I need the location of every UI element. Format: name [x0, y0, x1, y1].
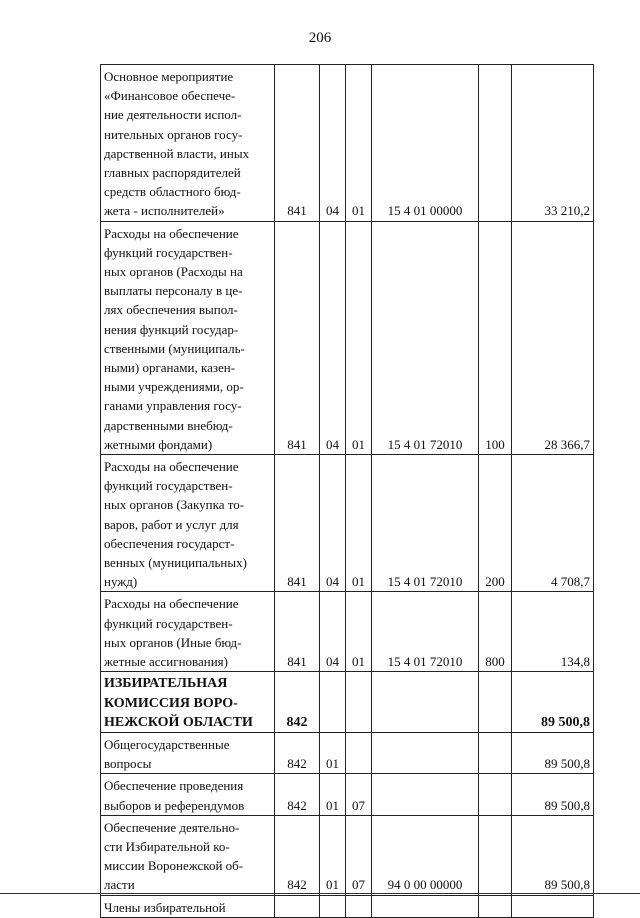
target-article-cell: 15 4 01 72010 [372, 221, 479, 454]
target-article-cell: 15 4 01 72010 [372, 592, 479, 672]
ministry-code-cell: 842 [275, 815, 320, 895]
ministry-code-cell: 841 [275, 455, 320, 592]
amount-cell: 134,8 [512, 592, 594, 672]
table-row [101, 815, 594, 895]
expense-type-cell [479, 672, 512, 733]
section-code-cell [320, 672, 346, 733]
ministry-code-cell: 842 [275, 672, 320, 733]
budget-table [100, 64, 594, 918]
expense-name-cell: Члены избирательной [101, 895, 275, 917]
target-article-cell: 15 4 01 00000 [372, 65, 479, 222]
expense-name-cell: Общегосударственные вопросы [101, 732, 275, 773]
expense-type-cell: 800 [479, 592, 512, 672]
table-row [101, 221, 594, 454]
section-code-cell: 01 [320, 774, 346, 815]
target-article-cell [372, 895, 479, 917]
table-row [101, 592, 594, 672]
table-row [101, 774, 594, 815]
table-row [101, 732, 594, 773]
ministry-code-cell: 841 [275, 592, 320, 672]
subsection-code-cell: 01 [346, 592, 372, 672]
section-code-cell: 01 [320, 815, 346, 895]
expense-type-cell: 200 [479, 455, 512, 592]
amount-cell: 89 500,8 [512, 774, 594, 815]
table-row [101, 65, 594, 222]
subsection-code-cell: 01 [346, 65, 372, 222]
ministry-code-cell: 842 [275, 732, 320, 773]
amount-cell: 28 366,7 [512, 221, 594, 454]
subsection-code-cell [346, 672, 372, 733]
expense-name-cell: Расходы на обеспечение функций государствен- ных органов (Расходы на выплаты персоналу в це- лях обеспечения выпол- нения функций государ- ственными (муниципаль- ными) органами, казен- ными учреждениями, ор- ганами управления госу- дарственными внебюд- жетными фондами) [101, 221, 275, 454]
section-code-cell: 04 [320, 65, 346, 222]
ministry-code-cell: 842 [275, 774, 320, 815]
table-row [101, 672, 594, 733]
expense-type-cell [479, 895, 512, 917]
expense-name-cell: Расходы на обеспечение функций государствен- ных органов (Иные бюд- жетные ассигнования) [101, 592, 275, 672]
target-article-cell: 15 4 01 72010 [372, 455, 479, 592]
target-article-cell [372, 774, 479, 815]
amount-cell: 89 500,8 [512, 672, 594, 733]
amount-cell: 89 500,8 [512, 732, 594, 773]
expense-type-cell [479, 815, 512, 895]
amount-cell: 89 500,8 [512, 815, 594, 895]
subsection-code-cell: 07 [346, 815, 372, 895]
table-row [101, 455, 594, 592]
expense-name-cell: ИЗБИРАТЕЛЬНАЯ КОМИССИЯ ВОРО- НЕЖСКОЙ ОБЛАСТИ [101, 672, 275, 733]
ministry-code-cell: 841 [275, 221, 320, 454]
section-code-cell: 04 [320, 592, 346, 672]
section-code-cell: 01 [320, 732, 346, 773]
target-article-cell [372, 672, 479, 733]
expense-name-cell: Основное мероприятие «Финансовое обеспече- ние деятельности испол- нительных органов госу- дарственной власти, иных главных распорядителей средств областного бюд- жета - исполнителей» [101, 65, 275, 222]
section-code-cell: 04 [320, 221, 346, 454]
expense-type-cell [479, 732, 512, 773]
subsection-code-cell [346, 732, 372, 773]
subsection-code-cell: 01 [346, 221, 372, 454]
section-code-cell [320, 895, 346, 917]
subsection-code-cell: 01 [346, 455, 372, 592]
amount-cell [512, 895, 594, 917]
expense-name-cell: Расходы на обеспечение функций государствен- ных органов (Закупка то- варов, работ и услуг для обеспечения государст- венных (муниципальных) нужд) [101, 455, 275, 592]
amount-cell: 4 708,7 [512, 455, 594, 592]
ministry-code-cell [275, 895, 320, 917]
ministry-code-cell: 841 [275, 65, 320, 222]
section-code-cell: 04 [320, 455, 346, 592]
expense-name-cell: Обеспечение проведения выборов и референдумов [101, 774, 275, 815]
amount-cell: 33 210,2 [512, 65, 594, 222]
expense-type-cell: 100 [479, 221, 512, 454]
page-bottom-rule [0, 893, 640, 894]
page-number: 206 [308, 30, 332, 46]
target-article-cell [372, 732, 479, 773]
expense-type-cell [479, 774, 512, 815]
subsection-code-cell: 07 [346, 774, 372, 815]
table-row [101, 895, 594, 917]
target-article-cell: 94 0 00 00000 [372, 815, 479, 895]
expense-type-cell [479, 65, 512, 222]
expense-name-cell: Обеспечение деятельно- сти Избирательной ко- миссии Воронежской об- ласти [101, 815, 275, 895]
subsection-code-cell [346, 895, 372, 917]
